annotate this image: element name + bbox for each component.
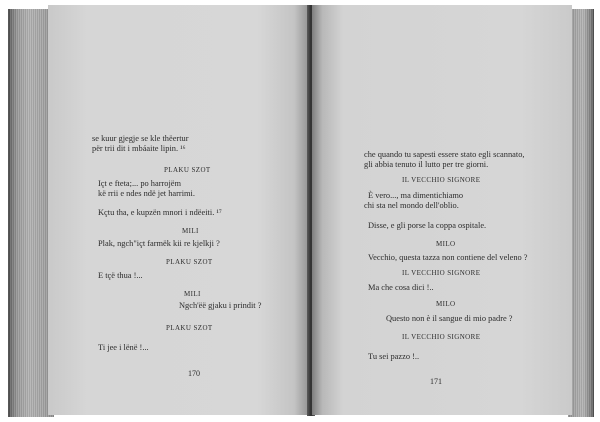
open-book xyxy=(8,5,594,414)
right-page xyxy=(312,5,572,415)
verse-line: Vecchio, questa tazza non contiene del veleno ? xyxy=(368,253,528,262)
verse-line: E tçë thua !... xyxy=(98,271,143,280)
speaker-label: PLAKU SZOT xyxy=(166,324,213,332)
verse-line: për trii dit i mbáaite lipin. ¹⁶ xyxy=(92,144,186,153)
verse-line: Kçtu tha, e kupzën mnori i ndëeiti. ¹⁷ xyxy=(98,208,222,217)
verse-line: È vero..., ma dimentichiamo xyxy=(368,191,464,200)
left-page xyxy=(48,5,310,415)
verse-line: kë rrii e ndes ndë jet harrimi. xyxy=(98,189,195,198)
speaker-label: MILI xyxy=(184,290,201,298)
speaker-label: IL VECCHIO SIGNORE xyxy=(402,176,481,184)
verse-line: chi sta nel mondo dell'oblio. xyxy=(364,201,459,210)
page-number: 171 xyxy=(430,377,442,386)
verse-line: Ngch'ëë gjaku i prindit ? xyxy=(179,301,262,310)
verse-line: Içt e fteta;... po harrojëm xyxy=(98,179,182,188)
speaker-label: IL VECCHIO SIGNORE xyxy=(402,269,481,277)
verse-line: Disse, e gli porse la coppa ospitale. xyxy=(368,221,487,230)
speaker-label: MILO xyxy=(436,240,456,248)
speaker-label: PLAKU SZOT xyxy=(164,166,211,174)
verse-line: Questo non è il sangue di mio padre ? xyxy=(386,314,513,323)
verse-line: gli abbia tenuto il lutto per tre giorni. xyxy=(364,160,489,169)
verse-line: Plak, ngch"içt farmëk kii re kjelkji ? xyxy=(98,239,220,248)
verse-line: Ti jee i lënë !... xyxy=(98,343,149,352)
verse-line: che quando tu sapesti essere stato egli scannato, xyxy=(364,150,525,159)
speaker-label: MILI xyxy=(182,227,199,235)
verse-line: Ma che cosa dici !.. xyxy=(368,283,434,292)
page-number: 170 xyxy=(188,369,200,378)
speaker-label: MILO xyxy=(436,300,456,308)
verse-line: se kuur gjegje se kle thëertur xyxy=(92,134,189,143)
speaker-label: IL VECCHIO SIGNORE xyxy=(402,333,481,341)
speaker-label: PLAKU SZOT xyxy=(166,258,213,266)
verse-line: Tu sei pazzo !.. xyxy=(368,352,420,361)
